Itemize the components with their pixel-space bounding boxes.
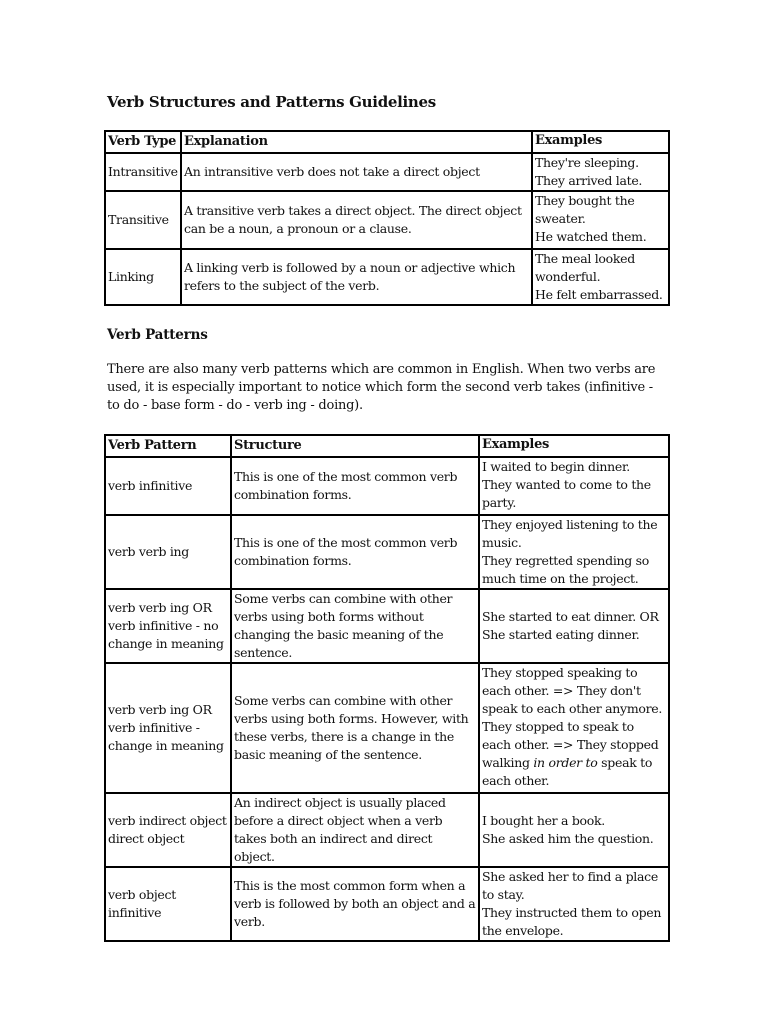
verb-types-table — [104, 130, 670, 306]
verb-patterns-table — [104, 434, 670, 942]
example-line: She asked her to find a place to stay. — [482, 869, 658, 902]
structure-cell: Some verbs can combine with other verbs using both forms without changing the basic meaning of the sentence. — [231, 589, 479, 663]
examples-cell — [479, 457, 669, 515]
example-line: She started eating dinner. — [482, 627, 640, 642]
pattern-cell: verb verb ing — [105, 515, 231, 589]
structure-cell: This is the most common form when a verb is followed by both an object and a verb. — [231, 867, 479, 941]
column-header-verb-type: Verb Type — [105, 131, 181, 153]
examples-cell — [479, 663, 669, 793]
example-line: They enjoyed listening to the music. — [482, 517, 658, 550]
example-line: They stopped speaking to each other. => They don't speak to each other anymore. — [482, 665, 663, 716]
example-line: They wanted to come to the party. — [482, 477, 651, 510]
example-line: They regretted spending so much time on the project. — [482, 553, 650, 586]
explanation-cell: A linking verb is followed by a noun or adjective which refers to the subject of the verb. — [181, 249, 532, 305]
pattern-cell: verb object infinitive — [105, 867, 231, 941]
pattern-cell: verb infinitive — [105, 457, 231, 515]
table-row — [105, 589, 669, 663]
structure-cell: This is one of the most common verb combination forms. — [231, 515, 479, 589]
example-line: They bought the sweater. — [535, 193, 635, 226]
section-heading-verb-patterns: Verb Patterns — [107, 327, 208, 343]
column-header-examples: Examples — [532, 131, 669, 153]
pattern-cell: verb verb ing OR verb infinitive - no change in meaning — [105, 589, 231, 663]
table-row — [105, 153, 669, 191]
examples-cell — [532, 153, 669, 191]
example-line: I waited to begin dinner. — [482, 459, 630, 474]
example-emphasis: in order to — [533, 755, 598, 770]
table-row — [105, 457, 669, 515]
table-row — [105, 515, 669, 589]
examples-cell — [479, 589, 669, 663]
table-row — [105, 793, 669, 867]
table-row — [105, 249, 669, 305]
example-line: She asked him the question. — [482, 831, 654, 846]
pattern-cell: verb indirect object direct object — [105, 793, 231, 867]
column-header-examples: Examples — [479, 435, 669, 457]
example-line: The meal looked wonderful. — [535, 251, 635, 284]
table-header-row — [105, 435, 669, 457]
example-line: They're sleeping. — [535, 155, 639, 170]
example-line: He watched them. — [535, 229, 647, 244]
examples-cell — [479, 793, 669, 867]
table-row — [105, 191, 669, 249]
example-line — [482, 718, 666, 790]
example-line: They instructed them to open the envelope. — [482, 905, 662, 938]
example-text: They stopped to speak to each other. => They stopped walking — [482, 719, 659, 770]
example-line: I bought her a book. — [482, 813, 605, 828]
structure-cell: This is one of the most common verb combination forms. — [231, 457, 479, 515]
table-row — [105, 867, 669, 941]
verb-type-cell: Transitive — [105, 191, 181, 249]
column-header-structure: Structure — [231, 435, 479, 457]
intro-paragraph: There are also many verb patterns which are common in English. When two verbs are used, it is especially important to notice which form the second verb takes (infinitive - to do - base form - do - verb ing - doing). — [107, 362, 656, 413]
example-line: She started to eat dinner. OR — [482, 609, 659, 624]
example-line: They arrived late. — [535, 173, 643, 188]
examples-cell — [532, 249, 669, 305]
explanation-cell: A transitive verb takes a direct object. The direct object can be a noun, a pronoun or a clause. — [181, 191, 532, 249]
column-header-verb-pattern: Verb Pattern — [105, 435, 231, 457]
document-title: Verb Structures and Patterns Guidelines — [107, 93, 436, 111]
structure-cell: Some verbs can combine with other verbs using both forms. However, with these verbs, there is a change in the basic meaning of the sentence. — [231, 663, 479, 793]
examples-cell — [479, 515, 669, 589]
explanation-cell: An intransitive verb does not take a direct object — [181, 153, 532, 191]
verb-type-cell: Linking — [105, 249, 181, 305]
examples-cell — [479, 867, 669, 941]
structure-cell: An indirect object is usually placed before a direct object when a verb takes both an indirect and direct object. — [231, 793, 479, 867]
example-line: He felt embarrassed. — [535, 287, 663, 302]
example-text: speak to each other. — [482, 755, 653, 788]
table-header-row — [105, 131, 669, 153]
pattern-cell: verb verb ing OR verb infinitive - change in meaning — [105, 663, 231, 793]
column-header-explanation: Explanation — [181, 131, 532, 153]
examples-cell — [532, 191, 669, 249]
table-row — [105, 663, 669, 793]
verb-type-cell: Intransitive — [105, 153, 181, 191]
